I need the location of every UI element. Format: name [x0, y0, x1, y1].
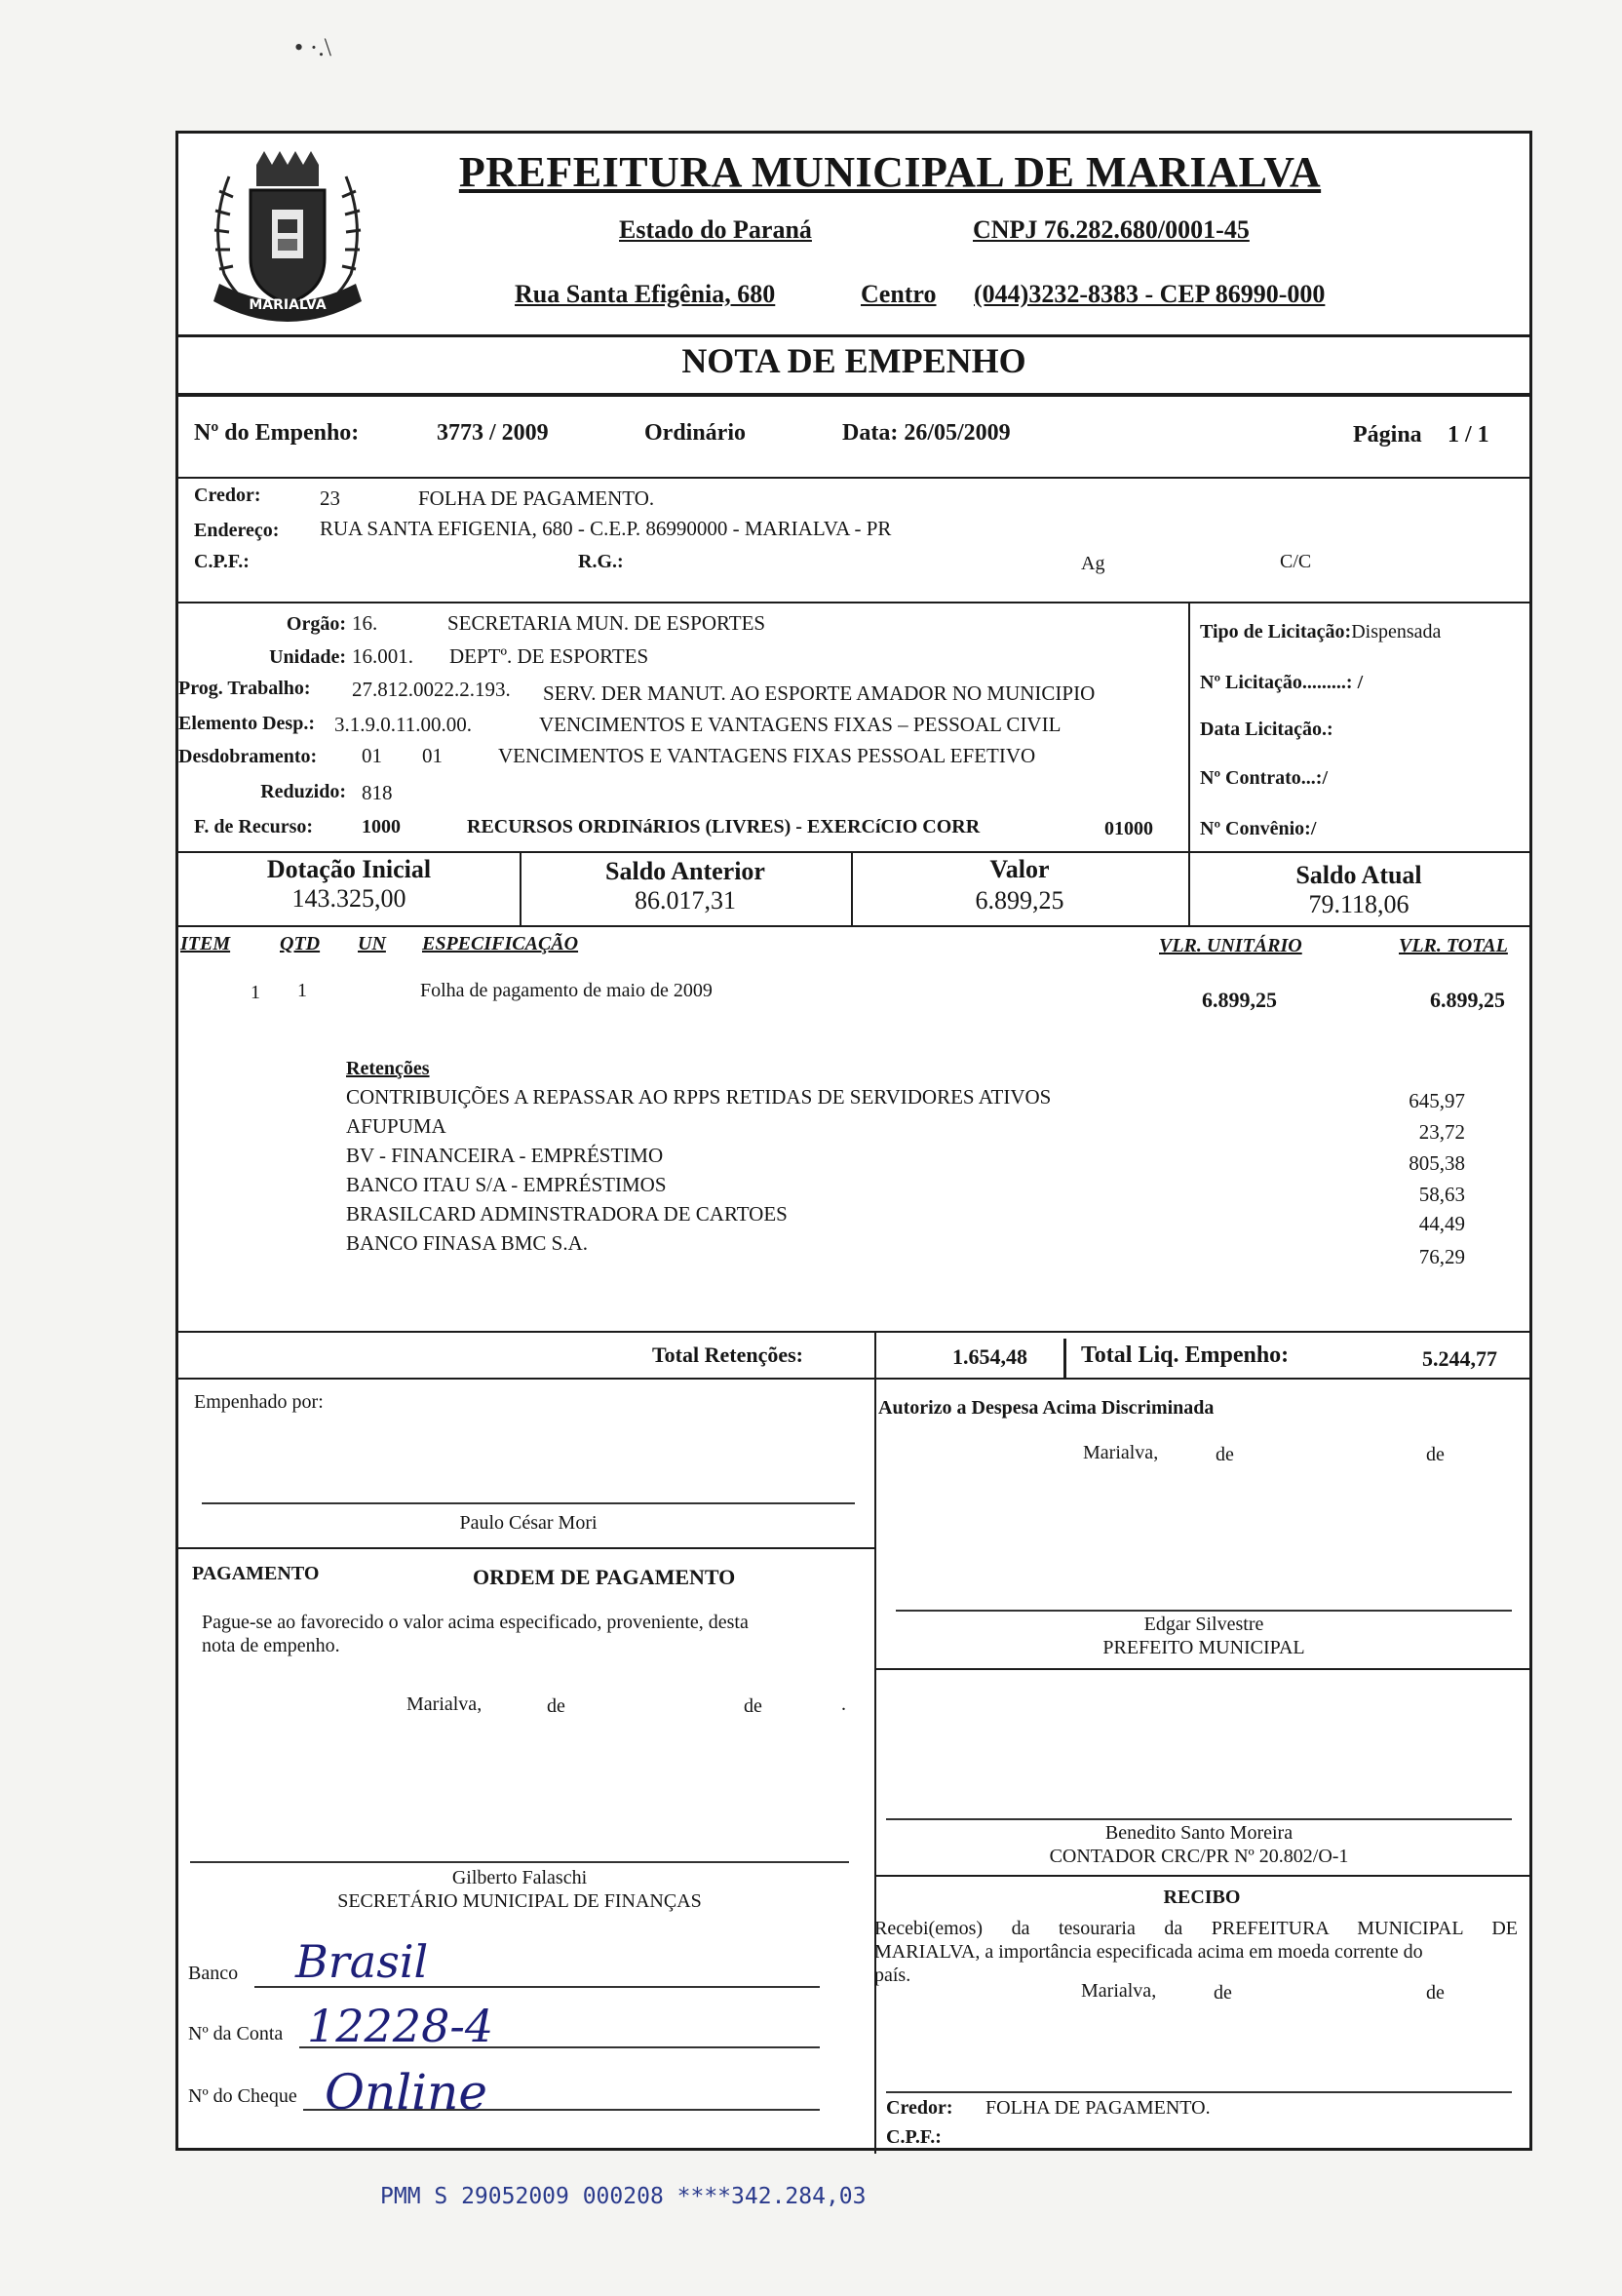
recibo-credor-value: FOLHA DE PAGAMENTO.: [985, 2097, 1211, 2119]
autorizo-de-2: de: [1426, 1444, 1445, 1465]
ordem-de-2: de: [744, 1695, 762, 1717]
valor-label: Valor: [989, 855, 1050, 883]
numero-contrato: Nº Contrato...:/: [1200, 767, 1329, 789]
retencao-value: 44,49: [1418, 1212, 1465, 1235]
divider: [874, 1331, 876, 1378]
total-retencoes-value: 1.654,48: [952, 1344, 1027, 1369]
empenhado-por-label: Empenhado por:: [194, 1391, 324, 1413]
divider: [178, 602, 1529, 603]
document-title: NOTA DE EMPENHO: [681, 341, 1026, 380]
state-name: Estado do Paraná: [619, 215, 812, 244]
autorizo-city: Marialva,: [1083, 1442, 1159, 1463]
autorizo-label: Autorizo a Despesa Acima Discriminada: [878, 1397, 1215, 1419]
desdobramento-a: 01: [362, 744, 382, 767]
col-qtd: QTD: [280, 933, 321, 954]
divider: [1188, 602, 1190, 851]
banco-label: Banco: [188, 1963, 239, 1984]
orgao-name: SECRETARIA MUN. DE ESPORTES: [447, 611, 766, 635]
recibo-cpf-label: C.P.F.:: [886, 2126, 942, 2148]
numero-licitacao: Nº Licitação.........: /: [1200, 672, 1364, 693]
orgao-label: Orgão:: [286, 613, 346, 635]
pague-text-2: nota de empenho.: [202, 1635, 340, 1656]
col-total-value: VLR. TOTAL: [1399, 935, 1508, 956]
contador-title: CONTADOR CRC/PR Nº 20.802/O-1: [1049, 1846, 1349, 1867]
empenho-type: Ordinário: [644, 420, 747, 446]
recibo-de-1: de: [1214, 1982, 1232, 2004]
saldo-atual-value: 79.118,06: [1308, 890, 1410, 918]
cpf-label: C.P.F.:: [194, 551, 250, 572]
total-retencoes-label: Total Retenções:: [652, 1343, 803, 1367]
dotacao-inicial-label: Dotação Inicial: [266, 855, 432, 883]
col-un: UN: [358, 933, 386, 954]
elemento-label: Elemento Desp.:: [178, 713, 315, 734]
creditor-address: RUA SANTA EFIGENIA, 680 - C.E.P. 86990000 - MARIALVA - PR: [320, 517, 892, 540]
rg-label: R.G.:: [578, 551, 624, 572]
item-spec: Folha de pagamento de maio de 2009: [420, 980, 713, 1001]
authentication-stamp: PMM S 29052009 000208 ****342.284,03: [380, 2184, 867, 2209]
retencao-label: BANCO FINASA BMC S.A.: [346, 1231, 588, 1255]
account-label: C/C: [1280, 551, 1312, 572]
divider: [178, 1378, 1529, 1380]
prog-name: SERV. DER MANUT. AO ESPORTE AMADOR NO MUNICIPIO: [543, 681, 1096, 705]
elemento-name: VENCIMENTOS E VANTAGENS FIXAS – PESSOAL CIVIL: [539, 713, 1062, 736]
recibo-text-1: Recebi(emos) da tesouraria da PREFEITURA MUNICIPAL DE: [874, 1918, 1518, 1939]
orgao-code: 16.: [352, 611, 378, 635]
recurso-label: F. de Recurso:: [194, 816, 314, 837]
pagamento-label: PAGAMENTO: [192, 1563, 320, 1584]
divider: [178, 925, 1529, 927]
divider: [178, 477, 1529, 479]
prog-code: 27.812.0022.2.193.: [352, 678, 511, 701]
secretary-name: Gilberto Falaschi: [451, 1867, 588, 1888]
signature-line: [886, 1818, 1512, 1820]
signature-line: [886, 2091, 1512, 2093]
item-qty: 1: [297, 980, 307, 1001]
signature-line: [190, 1861, 849, 1863]
retencao-label: BANCO ITAU S/A - EMPRÉSTIMOS: [346, 1173, 667, 1196]
banco-handwritten: Brasil: [295, 1935, 429, 1988]
autorizo-de-1: de: [1216, 1444, 1234, 1465]
seal-banner-text: MARIALVA: [249, 297, 327, 313]
reduzido-label: Reduzido:: [260, 781, 346, 802]
retencao-value: 805,38: [1409, 1151, 1465, 1175]
conta-label: Nº da Conta: [188, 2023, 284, 2044]
district: Centro: [861, 280, 937, 308]
empenho-date: Data: 26/05/2009: [842, 420, 1011, 446]
retencao-label: BRASILCARD ADMINSTRADORA DE CARTOES: [346, 1202, 788, 1226]
contador-name: Benedito Santo Moreira: [1104, 1822, 1294, 1844]
divider: [178, 393, 1529, 397]
item-unit-value: 6.899,25: [1202, 988, 1277, 1012]
municipal-coat-of-arms-icon: [200, 137, 375, 342]
divider: [178, 334, 1529, 337]
address-label: Endereço:: [194, 520, 280, 541]
empenho-number-label: Nº do Empenho:: [194, 420, 360, 446]
total-liquido-value: 5.244,77: [1422, 1346, 1497, 1371]
ordem-de-1: de: [547, 1695, 565, 1717]
mayor-title: PREFEITO MUNICIPAL: [1102, 1637, 1305, 1658]
divider: [178, 1331, 1529, 1333]
numero-convenio: Nº Convênio:/: [1200, 818, 1317, 839]
retencao-label: BV - FINANCEIRA - EMPRÉSTIMO: [346, 1144, 664, 1167]
unidade-name: DEPTº. DE ESPORTES: [449, 644, 649, 668]
divider: [178, 1547, 874, 1549]
municipality-title: PREFEITURA MUNICIPAL DE MARIALVA: [458, 148, 1322, 196]
ordem-dot: .: [841, 1693, 846, 1715]
signature-line: [896, 1610, 1512, 1612]
tipo-licitacao-value: Dispensada: [1351, 621, 1442, 642]
empenho-number: 3773 / 2009: [437, 420, 549, 446]
divider: [1063, 1339, 1066, 1378]
pague-text-1: Pague-se ao favorecido o valor acima especificado, proveniente, desta: [202, 1612, 749, 1633]
col-item: ITEM: [180, 933, 231, 954]
scan-mark: • ·.\: [294, 33, 331, 61]
col-unit-value: VLR. UNITÁRIO: [1159, 935, 1302, 956]
divider: [178, 851, 1529, 853]
phone-cep: (044)3232-8383 - CEP 86990-000: [974, 280, 1326, 308]
cnpj: CNPJ 76.282.680/0001-45: [973, 215, 1250, 244]
retencao-label: CONTRIBUIÇÕES A REPASSAR AO RPPS RETIDAS DE SERVIDORES ATIVOS: [346, 1085, 1052, 1109]
ordem-pagamento-label: ORDEM DE PAGAMENTO: [473, 1565, 736, 1589]
creditor-code: 23: [320, 486, 340, 510]
creditor-name: FOLHA DE PAGAMENTO.: [418, 486, 655, 510]
desdobramento-b: 01: [422, 744, 443, 767]
total-liquido-label: Total Liq. Empenho:: [1081, 1343, 1290, 1368]
reduzido-value: 818: [362, 781, 393, 804]
recurso-code: 1000: [362, 816, 401, 837]
tipo-licitacao-label: Tipo de Licitação:: [1200, 621, 1352, 642]
signature-line: [202, 1502, 855, 1504]
mayor-name: Edgar Silvestre: [1143, 1614, 1264, 1635]
valor-value: 6.899,25: [975, 886, 1064, 915]
tipo-licitacao: [1200, 621, 1441, 643]
recibo-text-2: MARIALVA, a importância especificada acima em moeda corrente do: [874, 1941, 1423, 1963]
recurso-suffix: 01000: [1104, 818, 1153, 839]
secretary-title: SECRETÁRIO MUNICIPAL DE FINANÇAS: [337, 1890, 702, 1912]
divider: [874, 1875, 1529, 1877]
elemento-code: 3.1.9.0.11.00.00.: [334, 713, 472, 736]
empenhado-por-name: Paulo César Mori: [459, 1512, 598, 1534]
item-number: 1: [251, 982, 260, 1003]
retencao-value: 23,72: [1418, 1120, 1465, 1144]
prog-label: Prog. Trabalho:: [178, 678, 311, 699]
conta-handwritten: 12228-4: [307, 2000, 494, 2052]
retencoes-title: Retenções: [346, 1058, 430, 1079]
cheque-handwritten: Online: [325, 2064, 487, 2121]
desdobramento-name: VENCIMENTOS E VANTAGENS FIXAS PESSOAL EFETIVO: [498, 744, 1036, 767]
retencao-value: 76,29: [1418, 1245, 1465, 1268]
page-label: Página: [1353, 422, 1422, 448]
saldo-anterior-label: Saldo Anterior: [605, 857, 765, 885]
ordem-city: Marialva,: [406, 1693, 483, 1715]
divider: [874, 1378, 876, 2154]
item-total-value: 6.899,25: [1430, 988, 1505, 1012]
divider: [874, 1668, 1529, 1670]
creditor-label: Credor:: [194, 485, 261, 506]
saldo-atual-label: Saldo Atual: [1295, 861, 1422, 889]
unidade-label: Unidade:: [269, 646, 346, 668]
recurso-name: RECURSOS ORDINáRIOS (LIVRES) - EXERCíCIO CORR: [467, 816, 981, 837]
dotacao-inicial-value: 143.325,00: [291, 884, 406, 913]
unidade-code: 16.001.: [352, 644, 413, 668]
col-spec: ESPECIFICAÇÃO: [422, 933, 579, 954]
agency-label: Ag: [1081, 553, 1105, 574]
retencao-label: AFUPUMA: [346, 1114, 446, 1138]
page-number: 1 / 1: [1448, 422, 1489, 448]
street-address: Rua Santa Efigênia, 680: [515, 280, 776, 308]
recibo-city: Marialva,: [1081, 1980, 1157, 2002]
recibo-de-2: de: [1426, 1982, 1445, 2004]
recibo-credor-label: Credor:: [886, 2097, 953, 2119]
retencao-value: 58,63: [1418, 1183, 1465, 1206]
cheque-label: Nº do Cheque: [188, 2085, 297, 2107]
retencao-value: 645,97: [1409, 1089, 1465, 1112]
nota-de-empenho-form: [175, 131, 1532, 2151]
data-licitacao: Data Licitação.:: [1200, 719, 1333, 740]
recibo-text-3: país.: [874, 1965, 911, 1986]
saldo-anterior-value: 86.017,31: [635, 886, 736, 915]
desdobramento-label: Desdobramento:: [178, 746, 318, 767]
recibo-title: RECIBO: [1163, 1887, 1241, 1908]
